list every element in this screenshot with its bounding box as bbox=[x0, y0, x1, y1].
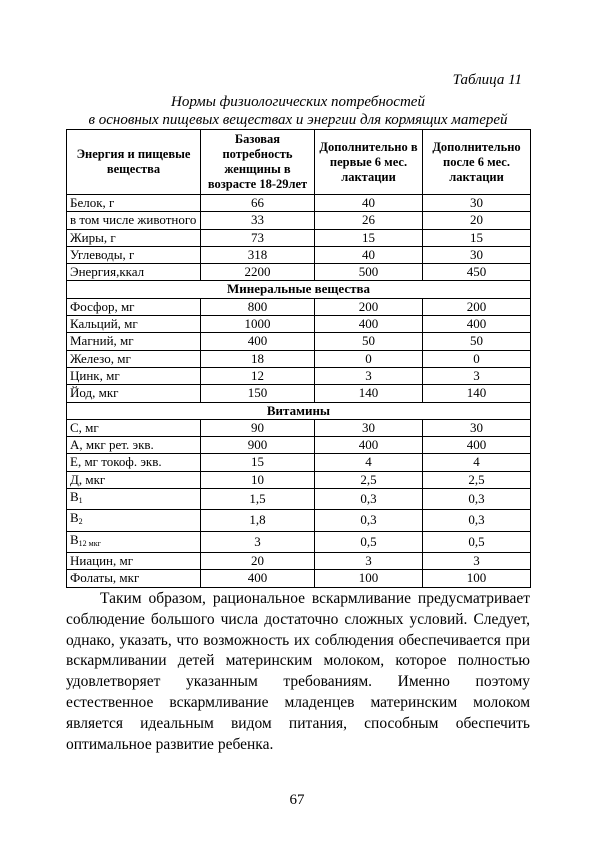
base-value-cell: 15 bbox=[201, 454, 315, 471]
table-row bbox=[67, 264, 531, 281]
after-6-months-value-cell: 0 bbox=[423, 350, 531, 367]
base-value-cell: 10 bbox=[201, 471, 315, 488]
table-row bbox=[67, 195, 531, 212]
table-row bbox=[67, 229, 531, 246]
table-header-row bbox=[67, 130, 531, 195]
after-6-months-value-cell: 0,3 bbox=[423, 489, 531, 510]
first-6-months-value-cell: 40 bbox=[315, 246, 423, 263]
table-row bbox=[67, 316, 531, 333]
table-row bbox=[67, 367, 531, 384]
base-value-cell: 318 bbox=[201, 246, 315, 263]
after-6-months-value-cell: 3 bbox=[423, 552, 531, 569]
nutrient-name-cell bbox=[67, 350, 201, 367]
table-row bbox=[67, 570, 531, 587]
nutrient-name-cell bbox=[67, 454, 201, 471]
first-6-months-value-cell: 200 bbox=[315, 298, 423, 315]
after-6-months-value-cell: 30 bbox=[423, 419, 531, 436]
base-value-cell: 3 bbox=[201, 531, 315, 552]
base-value-cell: 20 bbox=[201, 552, 315, 569]
section-row bbox=[67, 402, 531, 419]
nutrient-norms-table bbox=[66, 129, 531, 588]
after-6-months-value-cell: 140 bbox=[423, 385, 531, 402]
after-6-months-value-cell: 400 bbox=[423, 316, 531, 333]
after-6-months-value-cell: 30 bbox=[423, 246, 531, 263]
first-6-months-value-cell: 3 bbox=[315, 552, 423, 569]
nutrient-name-cell bbox=[67, 570, 201, 587]
base-value-cell: 800 bbox=[201, 298, 315, 315]
first-6-months-value-cell: 15 bbox=[315, 229, 423, 246]
table-row bbox=[67, 471, 531, 488]
nutrient-name-cell bbox=[67, 510, 201, 531]
body-paragraph: Таким образом, рациональное вскармливание предусматривает соблюдение большого числа достаточно сложных условий. Следует, однако, указать, что возможность их соблюдения обеспечивается при вскармливании детей материнским молоком, которое полностью удовлетворяет указанным требованиям. Именно поэтому естественное вскармливание младенцев материнским молоком является идеальным видом питания, способным обеспечить оптимальное развитие ребенка. bbox=[66, 590, 530, 753]
header-after-6-months: Дополнительно после 6 мес. лактации bbox=[423, 130, 531, 195]
table-row bbox=[67, 552, 531, 569]
first-6-months-value-cell: 40 bbox=[315, 195, 423, 212]
nutrient-name: Фосфор, мг bbox=[70, 298, 135, 314]
after-6-months-value-cell: 0,3 bbox=[423, 510, 531, 531]
nutrient-name-cell bbox=[67, 437, 201, 454]
nutrient-name-cell bbox=[67, 195, 201, 212]
minerals-body bbox=[67, 298, 531, 402]
table-row bbox=[67, 454, 531, 471]
nutrient-name: Цинк, мг bbox=[70, 367, 120, 383]
first-6-months-value-cell: 100 bbox=[315, 570, 423, 587]
table-caption-line-1: Нормы физиологических потребностей bbox=[171, 94, 425, 110]
nutrient-name: Ниацин, мг bbox=[70, 552, 134, 568]
first-6-months-value-cell: 400 bbox=[315, 316, 423, 333]
nutrient-name-cell bbox=[67, 552, 201, 569]
nutrient-name: Магний, мг bbox=[70, 333, 134, 349]
first-6-months-value-cell: 140 bbox=[315, 385, 423, 402]
header-first-6-months: Дополнительно в первые 6 мес. лактации bbox=[315, 130, 423, 195]
nutrient-name: Железо, мг bbox=[70, 350, 131, 366]
nutrient-name-cell bbox=[67, 212, 201, 229]
nutrient-name: в том числе животного bbox=[70, 212, 197, 228]
nutrient-name: В bbox=[70, 531, 79, 547]
nutrient-name-cell bbox=[67, 385, 201, 402]
base-value-cell: 66 bbox=[201, 195, 315, 212]
after-6-months-value-cell: 450 bbox=[423, 264, 531, 281]
first-6-months-value-cell: 50 bbox=[315, 333, 423, 350]
table-row bbox=[67, 333, 531, 350]
nutrient-name: А, мкг рет. экв. bbox=[70, 437, 154, 453]
after-6-months-value-cell: 400 bbox=[423, 437, 531, 454]
minerals-section bbox=[67, 281, 531, 298]
base-value-cell: 2200 bbox=[201, 264, 315, 281]
nutrient-name: Белок, г bbox=[70, 195, 115, 210]
section-row bbox=[67, 281, 531, 298]
section-title-minerals: Минеральные вещества bbox=[67, 281, 531, 298]
nutrient-name: Энергия,ккал bbox=[70, 264, 145, 280]
table-row bbox=[67, 531, 531, 552]
base-value-cell: 1,8 bbox=[201, 510, 315, 531]
nutrient-name-cell bbox=[67, 298, 201, 315]
table-row bbox=[67, 489, 531, 510]
after-6-months-value-cell: 100 bbox=[423, 570, 531, 587]
nutrient-subscript: 2 bbox=[78, 517, 83, 527]
table-row bbox=[67, 246, 531, 263]
vitamins-section bbox=[67, 402, 531, 419]
after-6-months-value-cell: 20 bbox=[423, 212, 531, 229]
nutrient-name: Д, мкг bbox=[70, 471, 106, 487]
base-value-cell: 1,5 bbox=[201, 489, 315, 510]
table-row bbox=[67, 437, 531, 454]
first-6-months-value-cell: 0,3 bbox=[315, 510, 423, 531]
after-6-months-value-cell: 50 bbox=[423, 333, 531, 350]
nutrient-name: Йод, мкг bbox=[70, 385, 119, 401]
vitamins-body bbox=[67, 419, 531, 587]
nutrient-subscript: 1 bbox=[78, 496, 83, 506]
nutrient-name-cell bbox=[67, 229, 201, 246]
nutrient-name: Кальций, мг bbox=[70, 316, 138, 332]
header-base-requirement: Базовая потребность женщины в возрасте 18-29лет bbox=[201, 130, 315, 195]
first-6-months-value-cell: 30 bbox=[315, 419, 423, 436]
first-6-months-value-cell: 400 bbox=[315, 437, 423, 454]
first-6-months-value-cell: 0,5 bbox=[315, 531, 423, 552]
main-nutrients-body bbox=[67, 195, 531, 281]
table-row bbox=[67, 510, 531, 531]
nutrient-subscript: 12 мкг bbox=[78, 538, 101, 548]
base-value-cell: 400 bbox=[201, 570, 315, 587]
header-nutrient: Энергия и пищевые вещества bbox=[67, 130, 201, 195]
nutrient-name-cell bbox=[67, 419, 201, 436]
first-6-months-value-cell: 4 bbox=[315, 454, 423, 471]
nutrient-name: Углеводы, г bbox=[70, 246, 135, 262]
first-6-months-value-cell: 0 bbox=[315, 350, 423, 367]
nutrient-name: С, мг bbox=[70, 419, 99, 435]
first-6-months-value-cell: 3 bbox=[315, 367, 423, 384]
base-value-cell: 400 bbox=[201, 333, 315, 350]
table-row bbox=[67, 212, 531, 229]
after-6-months-value-cell: 30 bbox=[423, 195, 531, 212]
nutrient-name-cell bbox=[67, 471, 201, 488]
table-caption-line-2: в основных пищевых веществах и энергии для кормящих матерей bbox=[88, 112, 508, 128]
base-value-cell: 150 bbox=[201, 385, 315, 402]
nutrient-name: Фолаты, мкг bbox=[70, 570, 140, 586]
base-value-cell: 33 bbox=[201, 212, 315, 229]
base-value-cell: 90 bbox=[201, 419, 315, 436]
table-row bbox=[67, 350, 531, 367]
base-value-cell: 1000 bbox=[201, 316, 315, 333]
nutrient-name: Е, мг токоф. экв. bbox=[70, 454, 162, 470]
base-value-cell: 18 bbox=[201, 350, 315, 367]
table-row bbox=[67, 298, 531, 315]
first-6-months-value-cell: 500 bbox=[315, 264, 423, 281]
table-row bbox=[67, 419, 531, 436]
first-6-months-value-cell: 26 bbox=[315, 212, 423, 229]
base-value-cell: 900 bbox=[201, 437, 315, 454]
base-value-cell: 73 bbox=[201, 229, 315, 246]
nutrient-name-cell bbox=[67, 264, 201, 281]
section-title-vitamins: Витамины bbox=[67, 402, 531, 419]
after-6-months-value-cell: 0,5 bbox=[423, 531, 531, 552]
nutrient-name-cell bbox=[67, 367, 201, 384]
after-6-months-value-cell: 2,5 bbox=[423, 471, 531, 488]
after-6-months-value-cell: 3 bbox=[423, 367, 531, 384]
page-number: 67 bbox=[289, 792, 305, 808]
table-row bbox=[67, 385, 531, 402]
nutrient-name-cell bbox=[67, 246, 201, 263]
first-6-months-value-cell: 0,3 bbox=[315, 489, 423, 510]
first-6-months-value-cell: 2,5 bbox=[315, 471, 423, 488]
nutrient-name: В bbox=[70, 510, 79, 526]
base-value-cell: 12 bbox=[201, 367, 315, 384]
table-number-label: Таблица 11 bbox=[452, 72, 522, 88]
nutrient-name: Жиры, г bbox=[70, 229, 116, 245]
after-6-months-value-cell: 200 bbox=[423, 298, 531, 315]
nutrient-name-cell bbox=[67, 531, 201, 552]
nutrient-name: В bbox=[70, 489, 79, 505]
after-6-months-value-cell: 4 bbox=[423, 454, 531, 471]
after-6-months-value-cell: 15 bbox=[423, 229, 531, 246]
nutrient-name-cell bbox=[67, 316, 201, 333]
nutrient-name-cell bbox=[67, 333, 201, 350]
nutrient-name-cell bbox=[67, 489, 201, 510]
